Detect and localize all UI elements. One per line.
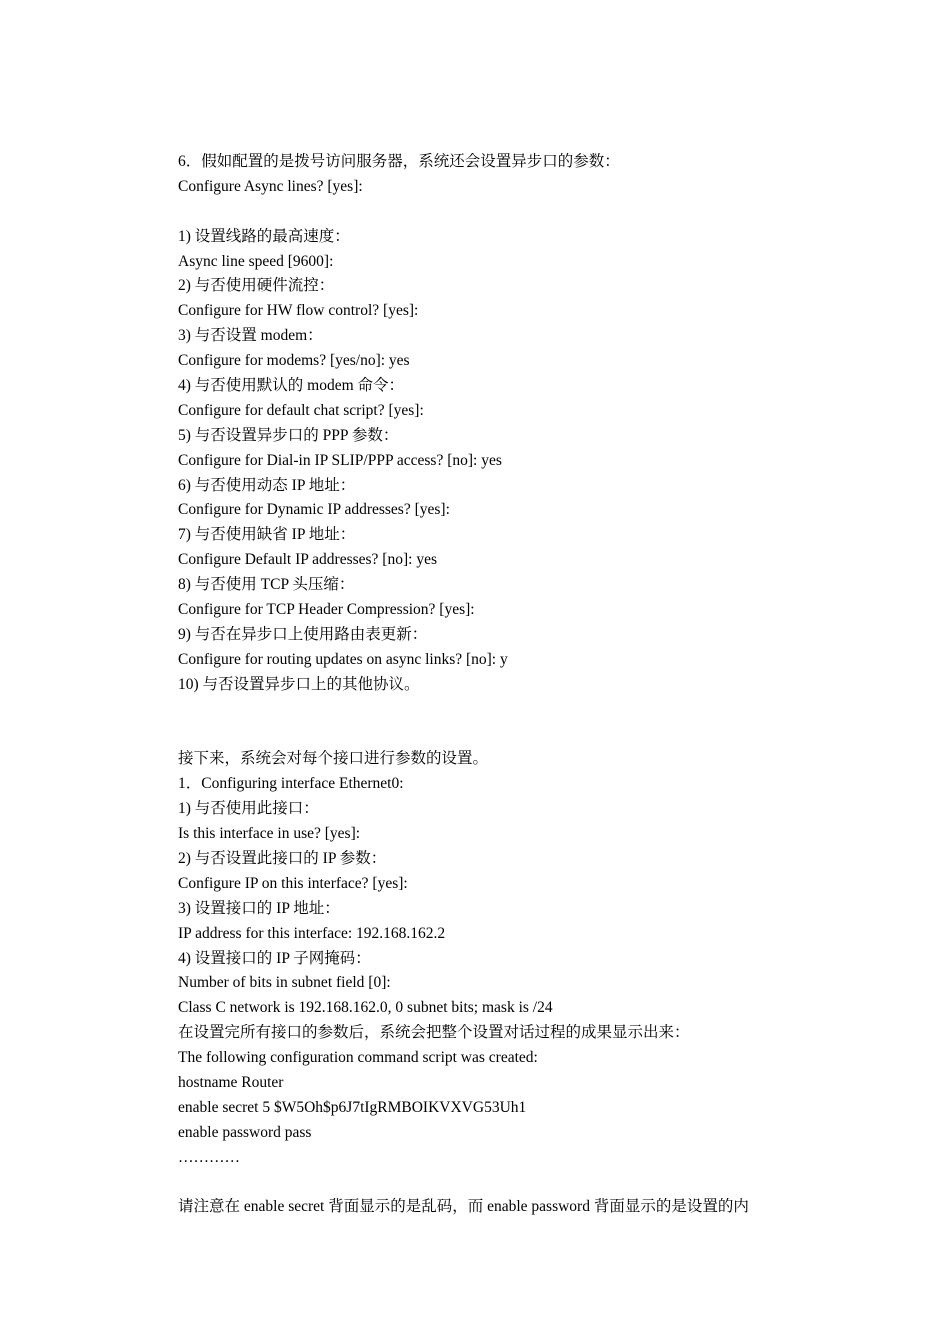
text-line: 接下来，系统会对每个接口进行参数的设置。 xyxy=(178,750,489,768)
text-line: Async line speed [9600]: xyxy=(178,252,334,270)
text-line: hostname Router xyxy=(178,1073,284,1091)
text-line: Class C network is 192.168.162.0, 0 subnet bits; mask is /24 xyxy=(178,999,553,1017)
text-line: 在设置完所有接口的参数后，系统会把整个设置对话过程的成果显示出来： xyxy=(178,1024,690,1042)
text-line: 2) 与否使用硬件流控： xyxy=(178,277,335,295)
text-line: 4) 与否使用默认的 modem 命令： xyxy=(178,377,405,395)
text-line: Is this interface in use? [yes]: xyxy=(178,825,361,843)
text-line: Configure for Dial-in IP SLIP/PPP access? [no]: yes xyxy=(178,451,502,469)
text-line: enable secret 5 $W5Oh$p6J7tIgRMBOIKVXVG53Uh1 xyxy=(178,1098,527,1116)
text-line: Configure for modems? [yes/no]: yes xyxy=(178,352,410,370)
text-line: 8) 与否使用 TCP 头压缩： xyxy=(178,576,355,594)
text-line: IP address for this interface: 192.168.162.2 xyxy=(178,924,446,942)
text-line: ………… xyxy=(178,1148,240,1166)
text-line: The following configuration command script was created: xyxy=(178,1049,538,1067)
text-line: Number of bits in subnet field [0]: xyxy=(178,974,391,992)
text-line: 3) 与否设置 modem： xyxy=(178,327,323,345)
text-line: Configure for HW flow control? [yes]: xyxy=(178,302,419,320)
text-line: 6．假如配置的是拨号访问服务器，系统还会设置异步口的参数： xyxy=(178,153,620,170)
blank-line xyxy=(178,698,818,723)
text-line: Configure IP on this interface? [yes]: xyxy=(178,874,408,892)
document-page xyxy=(178,150,818,1220)
text-line: Configure Default IP addresses? [no]: yes xyxy=(178,551,437,569)
blank-line xyxy=(178,1171,818,1196)
text-line: 1) 设置线路的最高速度： xyxy=(178,227,350,245)
text-line: 4) 设置接口的 IP 子网掩码： xyxy=(178,949,371,967)
text-line: Configure Async lines? [yes]: xyxy=(178,177,363,195)
text-line: 3) 设置接口的 IP 地址： xyxy=(178,899,340,917)
text-line: Configure for routing updates on async links? [no]: y xyxy=(178,650,508,668)
text-line: Configure for Dynamic IP addresses? [yes]: xyxy=(178,501,450,519)
text-line: 9) 与否在异步口上使用路由表更新： xyxy=(178,625,428,643)
text-line: Configure for default chat script? [yes]: xyxy=(178,401,424,419)
text-line: 1) 与否使用此接口： xyxy=(178,800,319,818)
text-line: Configure for TCP Header Compression? [yes]: xyxy=(178,601,475,619)
blank-line xyxy=(178,722,818,747)
text-line: 10) 与否设置异步口上的其他协议。 xyxy=(178,675,420,693)
text-line: 5) 与否设置异步口的 PPP 参数： xyxy=(178,426,399,444)
text-line: 2) 与否设置此接口的 IP 参数： xyxy=(178,849,387,867)
text-line: 7) 与否使用缺省 IP 地址： xyxy=(178,526,356,544)
text-line: 1．Configuring interface Ethernet0: xyxy=(178,775,404,793)
text-line: 6) 与否使用动态 IP 地址： xyxy=(178,476,356,494)
text-line: 请注意在 enable secret 背面显示的是乱码，而 enable password 背面显示的是设置的内 xyxy=(178,1198,749,1216)
text-line: enable password pass xyxy=(178,1123,312,1141)
blank-line xyxy=(178,200,818,225)
